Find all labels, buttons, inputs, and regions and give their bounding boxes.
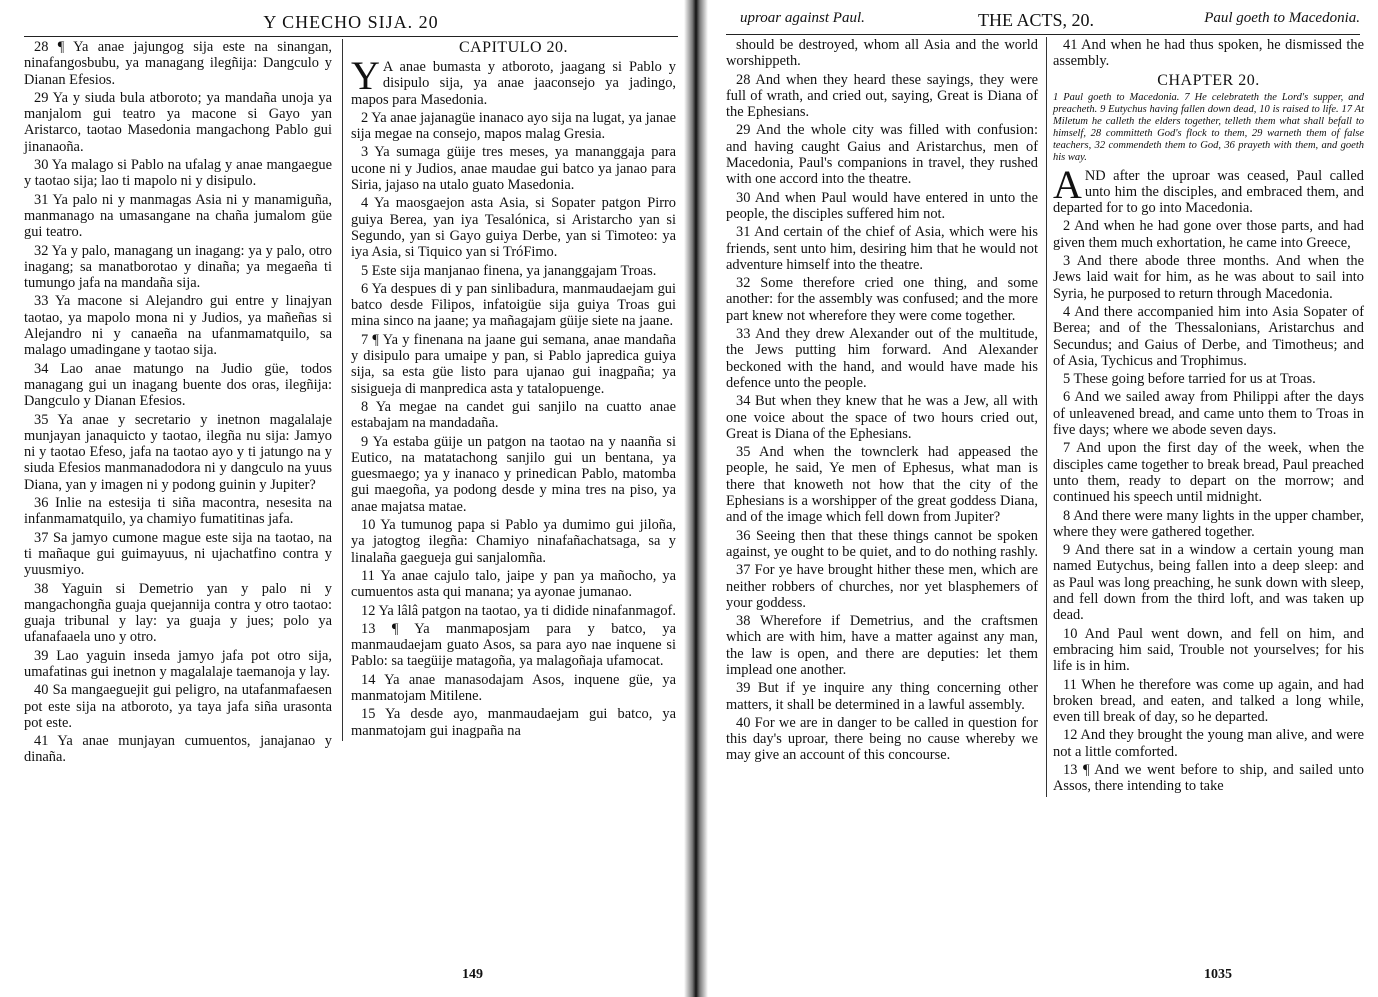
opening-verse: ND after the uproar was ceased, Paul called unto him the disciples, and embraced them, and departed for to go into Macedonia. [1053, 167, 1364, 217]
running-head-right: Paul goeth to Macedonia. [1204, 10, 1360, 26]
verse: 8 Ya megae na candet gui sanjilo na cuatto anae estabajam na mandadaña. [351, 398, 676, 432]
verse: 37 For ye have brought hither these men, which are neither robbers of churches, nor yet blasphemers of your goddess. [726, 562, 1038, 611]
column-right [1046, 37, 1364, 797]
verse: 5 These going before tarried for us at Troas. [1063, 371, 1316, 388]
verse-list [351, 110, 676, 739]
verse: 38 Yaguin si Demetrio yan y palo ni y mangachongña guaja quejannija contra y otro taotao: guaja tribunal y lay: ya guaja y jues; polo ya ufanafaaela uno y otro. [24, 580, 332, 646]
drop-cap: A [1053, 161, 1082, 207]
verse: 34 Lao anae matungo na Judio güe, todos managang gui un inagang buente dos oras, ilegñija: Dangculo y Dianan Efesios. [24, 360, 332, 410]
verse: 3 Ya sumaga güije tres meses, ya mananggaja para ucone ni y Judios, anae maudae gui batco ya janao para Siria, jajaso na utalo guato Masedonia. [351, 144, 676, 194]
verse: 5 Este sija manjanao finena, ya jananggajam Troas. [361, 262, 657, 279]
verse: 34 But when they knew that he was a Jew, all with one voice about the space of two hours cried out, Great is Diana of the Ephesians. [726, 393, 1038, 442]
verse: 2 Ya anae jajanagüe inanaco ayo sija na lugat, ya janae sija megae na consejo, mapos malag Gresia. [351, 109, 676, 143]
drop-cap: Y [351, 53, 380, 98]
verse: 32 Ya y palo, managang un inagang: ya y palo, otro inagang; sa manatborotao y dinaña; ya megaeña ti tumungo jafa na mandaña sija. [24, 242, 332, 292]
right-page [706, 0, 1378, 997]
text-columns [726, 37, 1364, 977]
verse: 37 Sa jamyo cumone mague este sija na taotao, na ti mañaque gui guimayuus, ni ujachatfino contra y yuusmiyo. [24, 529, 332, 579]
verse: 10 Ya tumunog papa si Pablo ya dumimo gui jiloña, ya jatogtog ilegña: Chamiyo ninafañachatsaga, sa y linalaña gaegueja gui sanjalomña. [351, 517, 676, 566]
verse: 2 And when he had gone over those parts, and had given them much exhortation, he came into Greece, [1053, 218, 1364, 251]
verse: 38 Wherefore if Demetrius, and the craftsmen which are with him, have a matter against any man, the law is open, and there are deputies: let them implead one another. [726, 613, 1038, 678]
verse: 41 Ya anae munjayan cumuentos, janajanao y dinaña. [24, 733, 332, 766]
chapter-summary: 1 Paul goeth to Macedonia. 7 He celebrateth the Lord's supper, and preacheth. 9 Eutychus having fallen down dead, 10 is raised to life. 17 At Miletum he calleth the elders together, telleth them what shall befall to himself, 28 committeth God's flock to them, 29 warneth them of false teachers, 32 commendeth them to God, 36 prayeth with them, and goeth his way. [1053, 91, 1364, 163]
verse: 31 Ya palo ni y manmagas Asia ni y manamiguña, manmanago na umasangane na chaña jumalom güe gui teatro. [24, 191, 332, 241]
left-page [0, 0, 686, 997]
text-columns [24, 39, 678, 979]
running-head-title: Y CHECHO SIJA. 20 [263, 12, 439, 32]
verse: should be destroyed, whom all Asia and the world worshippeth. [726, 37, 1038, 70]
verse: 7 And upon the first day of the week, when the disciples came together to break bread, Paul preached unto them, ready to depart on the morrow; and continued his speech until midnight. [1053, 440, 1364, 506]
verse: 31 And certain of the chief of Asia, which were his friends, sent unto him, desiring him that he would not adventure himself into the theatre. [726, 224, 1038, 273]
column-left [726, 37, 1038, 766]
verse: 28 ¶ Ya anae jajungog sija este na sinangan, ninafangosbubu, ya managang ilegñija: Dangculo y Dianan Efesios. [24, 39, 332, 88]
opening-verse: A anae bumasta y atboroto, jaagang si Pablo y disipulo sija, ya anae jaaconsejo ya jadingo, mapos para Masedonia. [351, 59, 676, 108]
verse: 15 Ya desde ayo, manmaudaejam gui batco, ya manmatojam gui inagpaña na [351, 706, 676, 739]
verse: 11 When he therefore was come up again, and had broken bread, and eaten, and talked a long while, even till break of day, so he departed. [1053, 676, 1364, 726]
verse: 39 But if ye inquire any thing concerning other matters, it shall be determined in a lawful assembly. [726, 680, 1038, 713]
verse: 32 Some therefore cried one thing, and some another: for the assembly was confused; and the more part knew not wherefore they were come together. [726, 275, 1038, 324]
verse: 41 And when he had thus spoken, he dismissed the assembly. [1053, 37, 1364, 70]
running-head-title: THE ACTS, 20. [978, 10, 1095, 30]
verse: 36 Inlie na estesija ti siña macontra, nesesita na infanmamatquilo, ya chamiyo fumatitinas jafa. [24, 495, 332, 528]
chapter-opening [1053, 161, 1364, 217]
verse: 35 Ya anae y secretario y inetnon magalalaje munjayan janaquicto y taotao, ilegña nu sija: Jamyo ni y taotao Efeso, jafa na taotao ayo y ti jatungo na y siuda Efesios manmanadodora ni y dangculo na yuus Diana, yan y imagen ni y podong guinin y Jupiter? [24, 411, 332, 493]
verse: 14 Ya anae manasodajam Asos, inquene güe, ya manmatojam Mitilene. [351, 671, 676, 704]
verse: 30 And when Paul would have entered in unto the people, the disciples suffered him not. [726, 189, 1038, 222]
running-head [726, 8, 1360, 35]
verse: 6 Ya despues di y pan sinlibadura, manmaudaejam gui batco desde Filipos, infatoigüe sija guiya Troas gui mina sinco na jaane; ya mañagajam güije siete na jaane. [351, 280, 676, 330]
verse: 9 Ya estaba güije un patgon na taotao na y naanña si Eutico, na matatachong sanjilo gui un bentana, ya guesmaego; ya y inanaco y prinedican Pablo, matomba gui maegoña, ya podong desde y mina tres na piso, ya anae majatsa matae. [351, 433, 676, 515]
verse: 11 Ya anae cajulo talo, jaipe y pan ya mañocho, ya cumuentos asta qui manana; ya ayonae jumanao. [351, 567, 676, 601]
verse: 13 ¶ And we went before to ship, and sailed unto Assos, there intending to take [1053, 761, 1364, 795]
book-gutter [684, 0, 708, 997]
verse: 29 Ya y siuda bula atboroto; ya mandaña unoja ya manjalom gui teatro ya macone si Gayo yan Aristarco, taotao Masedonia mangachong Pablo gui jinanaoña. [24, 89, 332, 155]
verse: 29 And the whole city was filled with confusion: and having caught Gaius and Aristarchus, men of Macedonia, Paul's companions in travel, they rushed with one accord into the theatre. [726, 122, 1038, 188]
verse: 39 Lao yaguin inseda jamyo jafa pot otro sija, umafatinas gui inetnon y magalalaje taemanoja y lay. [24, 647, 332, 680]
page-number: 149 [462, 967, 483, 982]
verse: 8 And there were many lights in the upper chamber, where they were gathered together. [1053, 507, 1364, 540]
verse: 3 And there abode three months. And when the Jews laid wait for him, as he was about to sail into Syria, he purposed to return through Macedonia. [1053, 253, 1364, 302]
verse: 10 And Paul went down, and fell on him, and embracing him said, Trouble not yourselves; for his life is in him. [1053, 625, 1364, 675]
verse: 13 ¶ Ya manmaposjam para y batco, ya manmaudaejam guato Asos, sa para ayo nae inquene si Pablo: sa taegüije matagoña, ya malagoñaja ufamocat. [351, 620, 676, 670]
column-left [24, 39, 332, 768]
verse: 33 And they drew Alexander out of the multitude, the Jews putting him forward. And Alexander beckoned with the hand, and would have made his defence unto the people. [726, 326, 1038, 391]
chapter-heading: CAPITULO 20. [458, 39, 569, 56]
verse: 40 Sa mangaeguejit gui peligro, na utafanmafaesen pot este sija na atboroto, ya taya jafa siña urasonta pot este. [24, 682, 332, 731]
verse: 40 For we are in danger to be called in question for this day's uproar, there being no cause whereby we may give an account of this concourse. [726, 714, 1038, 764]
verse: 12 And they brought the young man alive, and were not a little comforted. [1053, 727, 1364, 760]
verse: 36 Seeing then that these things cannot be spoken against, ye ought to be quiet, and to do nothing rashly. [726, 527, 1039, 560]
verse: 4 Ya maosgaejon asta Asia, si Sopater patgon Pirro guiya Berea, yan iya Tesalónica, si Aristarcho yan si Segundo, yan si Gayo guiya Derbe, yan si Timoteo: ya iya Asia, si Tiquico yan si TróFimo. [351, 195, 676, 261]
column-right [342, 39, 676, 741]
verse: 9 And there sat in a window a certain young man named Eutychus, being fallen into a deep sleep: and as Paul was long preaching, he sunk down with sleep, and fell down from the third loft, and was taken up dead. [1053, 542, 1364, 624]
running-head [24, 10, 678, 37]
chapter-heading: CHAPTER 20. [1157, 71, 1260, 89]
verse: 7 ¶ Ya y finenana na jaane gui semana, anae mandaña y disipulo para umaipe y pan, si Pablo japredica guiya sija, sa esta güe listo para ujanao gui inagpaña; ya sisigueja di manpredica asta y tatalopuenge. [351, 331, 676, 397]
running-head-left: uproar against Paul. [740, 10, 865, 26]
verse: 35 And when the townclerk had appeased the people, he said, Ye men of Ephesus, what man is there that knoweth not how that the city of the Ephesians is a worshipper of the great goddess Diana, and of the image which fell down from Jupiter? [726, 444, 1038, 526]
chapter-opening [351, 53, 676, 108]
verse-list [1053, 218, 1364, 794]
verse: 4 And there accompanied him into Asia Sopater of Berea; and of the Thessalonians, Aristarchus and Secundus; and Gaius of Derbe, and Timotheus; and of Asia, Tychicus and Trophimus. [1053, 303, 1364, 369]
page-number: 1035 [1204, 967, 1232, 982]
verse: 30 Ya malago si Pablo na ufalag y anae mangaegue y taotao sija; lao ti mapolo ni y disipulo. [24, 157, 332, 190]
verse: 28 And when they heard these sayings, they were full of wrath, and cried out, saying, Great is Diana of the Ephesians. [726, 71, 1038, 121]
verse: 33 Ya macone si Alejandro gui entre y linajyan taotao, ya mapolo mona ni y Judios, ya mañeñas si Alejandro ni y canaeña na ufanmamatquilo, sa malago umadingane y taotao sija. [24, 293, 332, 359]
verse: 6 And we sailed away from Philippi after the days of unleavened bread, and came unto them to Troas in five days; where we abode seven days. [1053, 389, 1364, 439]
verse: 12 Ya lâlâ patgon na taotao, ya ti didide ninafanmagof. [361, 602, 676, 619]
